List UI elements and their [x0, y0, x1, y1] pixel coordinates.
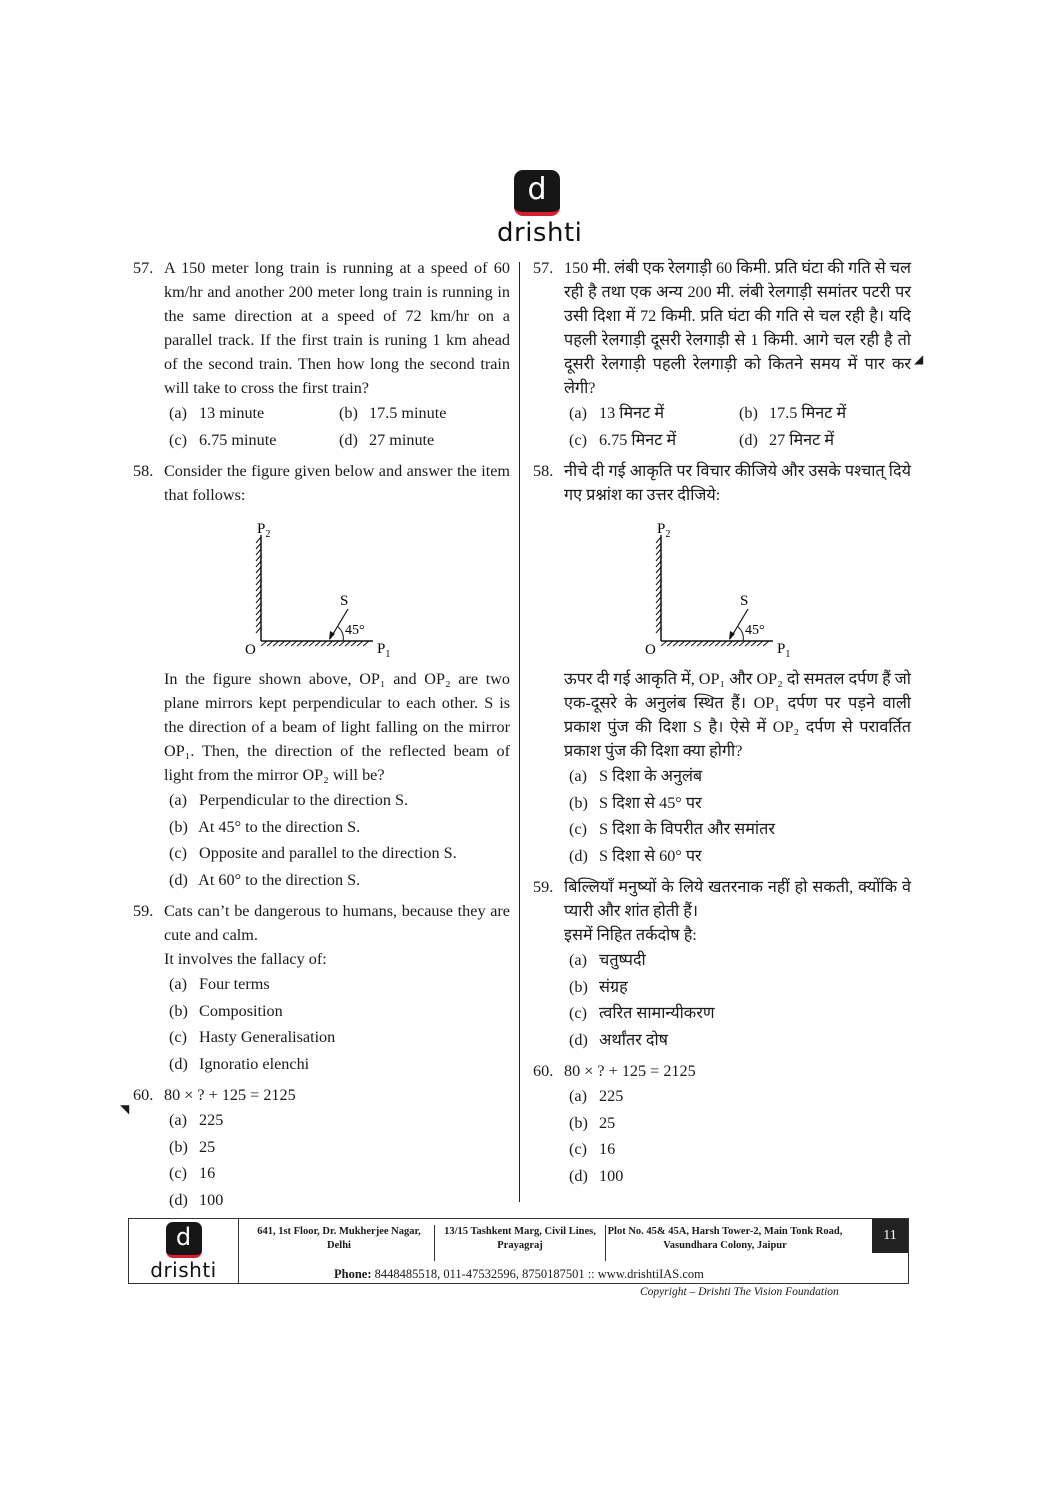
option-d: (d) 100	[569, 1166, 624, 1185]
label-p1: $P_1$	[377, 641, 391, 660]
option-b: (b) संग्रह	[569, 977, 628, 996]
question-text: 80 × ? + 125 = 2125	[164, 1086, 296, 1104]
options	[533, 947, 911, 1053]
question-59-hindi	[533, 875, 911, 1053]
page-number: 11	[872, 1219, 908, 1253]
question-59	[133, 899, 510, 1077]
option-c: (c) त्वरित सामान्यीकरण	[569, 1004, 715, 1022]
logo-letter: d	[527, 172, 547, 207]
option-b: (b) 17.5 minute	[339, 404, 447, 422]
options	[533, 400, 911, 453]
option-c: (c) Opposite and parallel to the direction S.	[169, 844, 457, 862]
mirror-figure-hindi	[533, 513, 911, 663]
footer-contact	[334, 1267, 704, 1282]
option-c: (c) 6.75 मिनट में	[569, 430, 677, 449]
column-divider	[519, 262, 520, 1202]
address-jaipur: Plot No. 45& 45A, Harsh Tower-2, Main Tonk Road, Vasundhara Colony, Jaipur	[607, 1226, 843, 1251]
option-a: (a) 225	[169, 1111, 224, 1129]
header-logo	[497, 170, 583, 248]
mirror-diagram	[133, 513, 510, 663]
copyright: Copyright – Drishti The Vision Foundation	[640, 1286, 839, 1298]
options	[133, 400, 510, 453]
question-text: Cats can’t be dangerous to humans, because they are cute and calm.	[164, 902, 510, 944]
logo-wordmark: drishti	[150, 1258, 217, 1282]
question-text: 150 मी. लंबी एक रेलगाड़ी 60 किमी. प्रति घंटा की गति से चल रही है तथा एक अन्य 200 मी. लंबी रेलगाड़ी समांतर पटरी पर उसी दिशा में 72 किमी. प्रति घंटा की गति से चल रही है। यदि पहली रेलगाड़ी दूसरी रेलगाड़ी से 1 किमी. आगे चल रही है तो दूसरी रेलगाड़ी पहली रेलगाड़ी को कितने समय में पार कर लेगी?	[564, 259, 911, 397]
question-number: 59.	[133, 902, 154, 920]
option-c: (c) 6.75 minute	[169, 430, 277, 449]
label-o: O	[645, 642, 656, 658]
question-text: 80 × ? + 125 = 2125	[564, 1062, 696, 1080]
option-b: (b) 25	[169, 1137, 216, 1156]
option-a: (a) चतुष्पदी	[569, 951, 646, 969]
label-p1: $P_1$	[777, 641, 791, 660]
question-58-hindi	[533, 459, 911, 869]
phone-text: 8448485518, 011-47532596, 8750187501 :: www.drishtiIAS.com	[374, 1267, 704, 1281]
option-b: (b) At 45° to the direction S.	[169, 817, 361, 836]
question-number: 57.	[533, 259, 554, 277]
logo-mark	[166, 1222, 202, 1258]
option-d: (d) Ignoratio elenchi	[169, 1054, 310, 1073]
options	[133, 1107, 510, 1213]
logo-mark	[514, 170, 560, 216]
label-angle: 45°	[345, 623, 365, 638]
option-a: (a) 13 minute	[169, 404, 265, 422]
label-o: O	[245, 642, 256, 658]
option-d: (d) अर्थांतर दोष	[569, 1030, 668, 1049]
option-a: (a) Four terms	[169, 975, 270, 993]
option-a: (a) 225	[569, 1087, 624, 1105]
question-text: A 150 meter long train is running at a speed of 60 km/hr and another 200 meter long train is running in the same direction at a speed of 72 km/hr on a parallel track. If the first train is runing 1 km ahead of the second train. Then how long the second train will take to cross the first train?	[164, 259, 510, 397]
logo-wordmark: drishti	[497, 218, 583, 248]
question-subline: इसमें निहित तर्कदोष है:	[564, 926, 697, 944]
question-subline: It involves the fallacy of:	[164, 950, 327, 968]
question-number: 60.	[133, 1086, 154, 1104]
label-s: S	[340, 593, 349, 609]
question-58	[133, 459, 510, 893]
question-number: 58.	[533, 462, 554, 480]
question-number: 57.	[133, 259, 154, 277]
option-d: (d) 27 मिनट में	[739, 430, 835, 449]
options	[133, 971, 510, 1077]
question-57-hindi	[533, 256, 911, 453]
pen-mark: ◢	[914, 352, 924, 366]
question-paragraph: ऊपर दी गई आकृति में, OP₁ और OP₂ दो समतल दर्पण हैं जो एक-दूसरे के अनुलंब स्थित हैं। OP₁ दर्पण पर पड़ने वाली प्रकाश पुंज की दिशा S है। ऐसे में OP₂ दर्पण से परावर्तित प्रकाश पुंज की दिशा क्या होगी?	[564, 670, 911, 760]
option-b: (b) 17.5 मिनट में	[739, 404, 847, 422]
question-text: नीचे दी गई आकृति पर विचार कीजिये और उसके पश्चात् दिये गए प्रश्नांश का उत्तर दीजिये:	[564, 462, 911, 504]
option-c: (c) S दिशा के विपरीत और समांतर	[569, 820, 775, 838]
option-c: (c) 16	[569, 1140, 616, 1158]
hindi-column	[533, 256, 911, 1195]
footer	[128, 1218, 909, 1284]
option-b: (b) 25	[569, 1113, 616, 1132]
options	[533, 763, 911, 869]
question-number: 58.	[133, 462, 154, 480]
option-d: (d) At 60° to the direction S.	[169, 870, 361, 889]
label-p2: $P_2$	[257, 521, 271, 540]
option-a: (a) Perpendicular to the direction S.	[169, 791, 409, 809]
phone-label: Phone:	[334, 1267, 372, 1281]
question-paragraph: In the figure shown above, OP₁ and OP₂ are two plane mirrors kept perpendicular to each other. S is the direction of a beam of light falling on the mirror OP₁. Then, the direction of the reflected beam of light from the mirror OP₂ will be?	[164, 670, 510, 784]
footer-logo	[129, 1219, 239, 1283]
option-b: (b) S दिशा से 45° पर	[569, 793, 702, 812]
option-d: (d) 100	[169, 1190, 224, 1209]
mirror-diagram	[533, 513, 911, 663]
logo-letter: d	[175, 1223, 192, 1251]
question-number: 60.	[533, 1062, 554, 1080]
option-d: (d) 27 minute	[339, 430, 435, 449]
english-column	[133, 256, 510, 1219]
options	[533, 1083, 911, 1189]
question-text: Consider the figure given below and answer the item that follows:	[164, 462, 510, 504]
pen-mark: ◥	[120, 1102, 130, 1116]
question-57	[133, 256, 510, 453]
mirror-figure	[133, 513, 510, 663]
option-a: (a) S दिशा के अनुलंब	[569, 767, 703, 785]
question-60	[133, 1083, 510, 1213]
label-p2: $P_2$	[657, 521, 671, 540]
option-b: (b) Composition	[169, 1001, 283, 1020]
option-c: (c) Hasty Generalisation	[169, 1028, 336, 1046]
options	[133, 787, 510, 893]
question-60-hindi	[533, 1059, 911, 1189]
option-c: (c) 16	[169, 1164, 216, 1182]
label-s: S	[740, 593, 749, 609]
address-prayagraj: 13/15 Tashkent Marg, Civil Lines, Prayagraj	[434, 1225, 606, 1261]
question-number: 59.	[533, 878, 554, 896]
question-text: बिल्लियाँ मनुष्यों के लिये खतरनाक नहीं हो सकती, क्योंकि वे प्यारी और शांत होती हैं।	[564, 878, 911, 920]
label-angle: 45°	[745, 623, 765, 638]
address-delhi: 641, 1st Floor, Dr. Mukherjee Nagar, Delhi	[257, 1226, 421, 1251]
option-d: (d) S दिशा से 60° पर	[569, 846, 702, 865]
option-a: (a) 13 मिनट में	[569, 404, 665, 422]
